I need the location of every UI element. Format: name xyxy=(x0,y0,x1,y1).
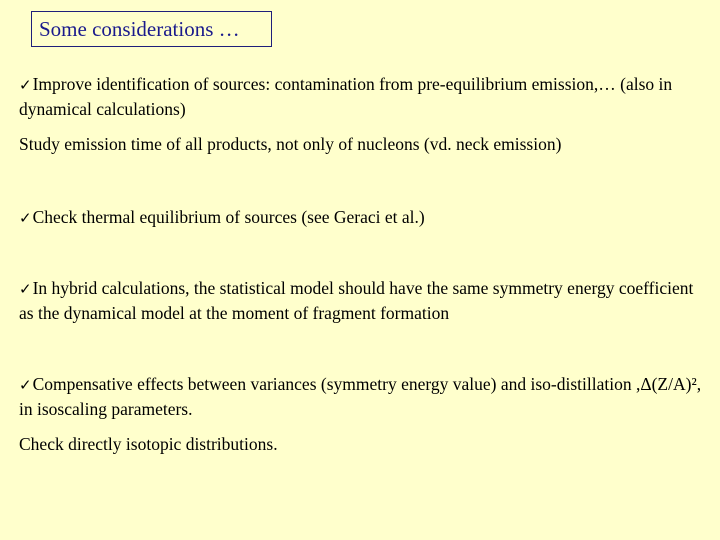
bullet-item-3 xyxy=(19,205,709,230)
checkmark-icon: ✓ xyxy=(19,280,32,298)
slide-title-box xyxy=(31,11,272,47)
bullet-item-1 xyxy=(19,72,709,121)
checkmark-icon: ✓ xyxy=(19,376,32,394)
bullet-item-4 xyxy=(19,276,709,325)
bullet-text-4: In hybrid calculations, the statistical model should have the same symmetry energy coefficient as the dynamical model at the moment of fragment formation xyxy=(19,278,694,323)
bullet-text-1: Improve identification of sources: contamination from pre-equilibrium emission,… (also in dynamical calculations) xyxy=(19,74,673,119)
bullet-text-6: Check directly isotopic distributions. xyxy=(19,434,278,454)
bullet-item-2 xyxy=(19,132,709,156)
bullet-text-2: Study emission time of all products, not only of nucleons (vd. neck emission) xyxy=(19,134,562,154)
bullet-item-5 xyxy=(19,372,709,421)
bullet-text-5: Compensative effects between variances (symmetry energy value) and iso-distillation ,Δ(Z/A)², in isoscaling parameters. xyxy=(19,374,702,419)
slide-title: Some considerations … xyxy=(39,16,240,41)
checkmark-icon: ✓ xyxy=(19,76,32,94)
bullet-item-6 xyxy=(19,432,709,456)
checkmark-icon: ✓ xyxy=(19,209,32,227)
bullet-text-3: Check thermal equilibrium of sources (see Geraci et al.) xyxy=(32,207,425,227)
